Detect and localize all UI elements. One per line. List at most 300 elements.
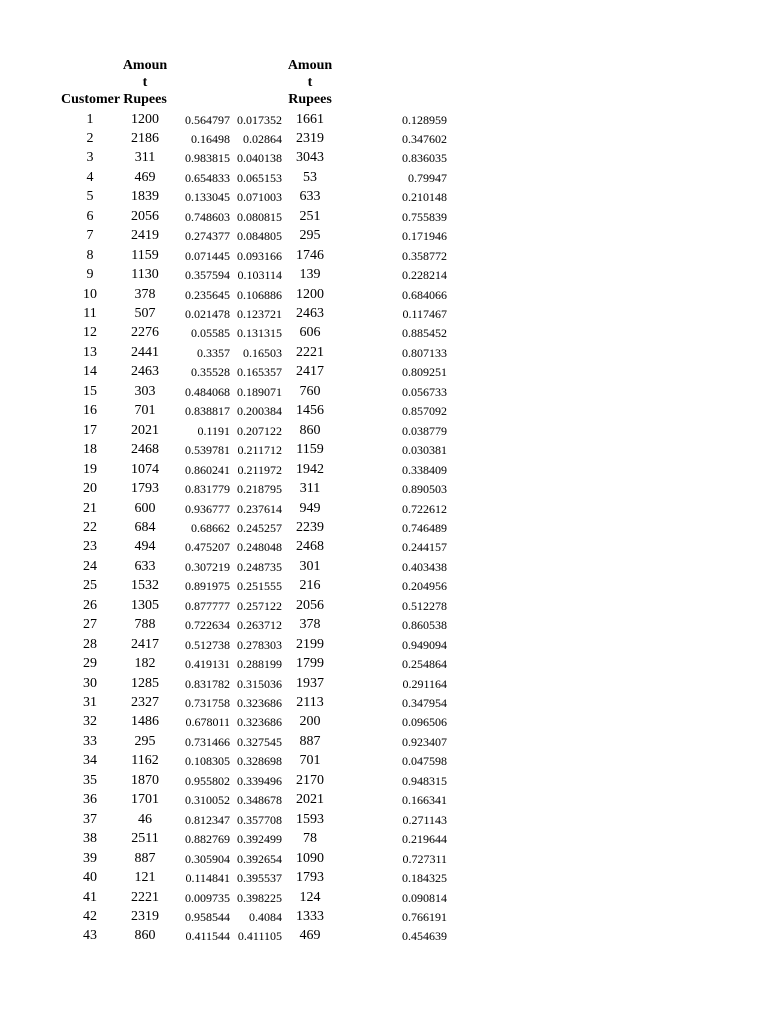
prob1-cell: 0.3357 <box>197 345 230 360</box>
prob2-cell: 0.348678 <box>237 793 282 808</box>
amount1-cell: 788 <box>134 617 156 633</box>
amount1-cell: 1159 <box>131 247 159 263</box>
amount2-cell: 295 <box>299 228 321 244</box>
prob2-cell: 0.218795 <box>237 482 282 497</box>
amount2-cell: 2113 <box>296 695 324 710</box>
amount2-cell: 760 <box>299 383 321 399</box>
prob2-cell: 0.315036 <box>237 676 282 691</box>
prob2-cell: 0.248048 <box>237 540 282 555</box>
prob1-cell: 0.831782 <box>185 676 230 691</box>
table-row <box>0 849 768 868</box>
prob3-cell: 0.228214 <box>402 268 447 283</box>
prob1-cell: 0.831779 <box>185 482 230 497</box>
amount1-cell: 1486 <box>131 714 159 730</box>
amount2-cell: 78 <box>303 831 317 847</box>
table-row <box>0 207 768 226</box>
table-row <box>0 285 768 304</box>
amount2-cell: 251 <box>299 208 321 224</box>
table-row <box>0 187 768 206</box>
prob2-cell: 0.106886 <box>237 287 282 302</box>
amount1-cell: 2221 <box>131 889 159 905</box>
prob3-cell: 0.722612 <box>402 501 447 516</box>
customer-id-cell: 28 <box>83 636 97 652</box>
customer-id-cell: 20 <box>83 481 97 497</box>
amount2-cell: 1159 <box>296 442 324 458</box>
amount1-cell: 2419 <box>131 228 159 244</box>
prob1-cell: 0.305904 <box>185 851 230 866</box>
prob2-cell: 0.093166 <box>237 248 282 263</box>
customer-id-cell: 3 <box>86 150 94 166</box>
amount2-cell: 606 <box>299 325 321 341</box>
prob1-cell: 0.484068 <box>185 384 230 399</box>
header-amount2-line1: Amoun <box>287 58 333 73</box>
prob3-cell: 0.171946 <box>402 229 447 244</box>
customer-id-cell: 15 <box>83 383 97 399</box>
table-row <box>0 926 768 945</box>
table-row <box>0 246 768 265</box>
table-row <box>0 635 768 654</box>
prob1-cell: 0.564797 <box>185 112 230 127</box>
amount1-cell: 1793 <box>131 481 159 497</box>
prob1-cell: 0.16498 <box>191 131 230 146</box>
prob3-cell: 0.358772 <box>402 248 447 263</box>
table-row <box>0 537 768 556</box>
prob2-cell: 0.103114 <box>237 268 282 283</box>
table-row <box>0 460 768 479</box>
prob2-cell: 0.017352 <box>237 112 282 127</box>
prob3-cell: 0.210148 <box>402 190 447 205</box>
table-row <box>0 732 768 751</box>
table-row <box>0 693 768 712</box>
amount1-cell: 600 <box>134 500 156 516</box>
amount2-cell: 200 <box>299 714 321 730</box>
amount2-cell: 2239 <box>296 519 324 535</box>
prob1-cell: 0.68662 <box>191 520 230 535</box>
amount2-cell: 3043 <box>296 150 324 166</box>
prob2-cell: 0.02864 <box>243 131 282 146</box>
prob2-cell: 0.288199 <box>237 657 282 672</box>
prob2-cell: 0.207122 <box>237 423 282 438</box>
prob1-cell: 0.357594 <box>185 268 230 283</box>
prob1-cell: 0.748603 <box>185 209 230 224</box>
amount2-cell: 1200 <box>296 286 324 302</box>
amount1-cell: 2511 <box>131 831 159 847</box>
prob2-cell: 0.263712 <box>237 618 282 633</box>
customer-id-cell: 30 <box>83 675 97 691</box>
prob2-cell: 0.339496 <box>237 773 282 788</box>
table-row <box>0 810 768 829</box>
amount1-cell: 182 <box>134 656 156 672</box>
prob3-cell: 0.291164 <box>402 676 447 691</box>
prob2-cell: 0.278303 <box>237 637 282 652</box>
prob2-cell: 0.328698 <box>237 754 282 769</box>
customer-id-cell: 22 <box>83 519 97 535</box>
customer-id-cell: 34 <box>83 753 97 769</box>
prob2-cell: 0.395537 <box>237 871 282 886</box>
customer-id-cell: 37 <box>83 811 97 827</box>
prob2-cell: 0.327545 <box>237 734 282 749</box>
amount2-cell: 1090 <box>296 850 324 866</box>
prob3-cell: 0.809251 <box>402 365 447 380</box>
amount1-cell: 121 <box>134 870 156 886</box>
table-row <box>0 421 768 440</box>
amount1-cell: 2468 <box>131 442 159 458</box>
amount2-cell: 216 <box>299 578 321 594</box>
customer-id-cell: 21 <box>83 500 97 516</box>
prob3-cell: 0.746489 <box>402 520 447 535</box>
prob2-cell: 0.211972 <box>237 462 282 477</box>
prob3-cell: 0.836035 <box>402 151 447 166</box>
table-row <box>0 226 768 245</box>
prob3-cell: 0.512278 <box>402 598 447 613</box>
prob3-cell: 0.403438 <box>402 559 447 574</box>
prob3-cell: 0.79947 <box>408 170 447 185</box>
table-row <box>0 712 768 731</box>
table-row <box>0 440 768 459</box>
prob1-cell: 0.812347 <box>185 812 230 827</box>
amount1-cell: 2186 <box>131 130 159 146</box>
prob2-cell: 0.398225 <box>237 890 282 905</box>
amount1-cell: 2417 <box>131 636 159 652</box>
prob3-cell: 0.184325 <box>402 871 447 886</box>
prob1-cell: 0.958544 <box>185 909 230 924</box>
prob1-cell: 0.539781 <box>185 443 230 458</box>
customer-id-cell: 29 <box>83 656 97 672</box>
prob1-cell: 0.411544 <box>185 929 230 944</box>
customer-id-cell: 18 <box>83 442 97 458</box>
prob1-cell: 0.133045 <box>185 190 230 205</box>
prob3-cell: 0.090814 <box>402 890 447 905</box>
prob1-cell: 0.678011 <box>185 715 230 730</box>
table-row <box>0 868 768 887</box>
amount2-cell: 860 <box>299 422 321 438</box>
customer-id-cell: 6 <box>86 208 94 224</box>
prob2-cell: 0.065153 <box>237 170 282 185</box>
customer-id-cell: 40 <box>83 870 97 886</box>
amount2-cell: 53 <box>303 169 317 185</box>
customer-id-cell: 16 <box>83 403 97 419</box>
prob2-cell: 0.040138 <box>237 151 282 166</box>
prob2-cell: 0.392499 <box>237 832 282 847</box>
table-row <box>0 674 768 693</box>
prob3-cell: 0.684066 <box>402 287 447 302</box>
amount2-cell: 1799 <box>296 656 324 672</box>
prob1-cell: 0.05585 <box>191 326 230 341</box>
prob3-cell: 0.807133 <box>402 345 447 360</box>
customer-id-cell: 25 <box>83 578 97 594</box>
amount1-cell: 860 <box>134 928 156 944</box>
customer-id-cell: 4 <box>86 169 94 185</box>
prob3-cell: 0.117467 <box>402 307 447 321</box>
prob1-cell: 0.838817 <box>185 404 230 419</box>
prob3-cell: 0.860538 <box>402 618 447 633</box>
amount2-cell: 1746 <box>296 247 324 263</box>
table-row <box>0 110 768 129</box>
customer-id-cell: 19 <box>83 461 97 477</box>
prob1-cell: 0.114841 <box>185 871 230 886</box>
prob1-cell: 0.891975 <box>185 579 230 594</box>
amount1-cell: 295 <box>134 733 156 749</box>
amount1-cell: 1074 <box>131 461 159 477</box>
prob2-cell: 0.323686 <box>237 715 282 730</box>
prob1-cell: 0.021478 <box>185 307 230 321</box>
prob1-cell: 0.235645 <box>185 287 230 302</box>
prob3-cell: 0.338409 <box>402 462 447 477</box>
prob3-cell: 0.766191 <box>402 909 447 924</box>
header-amount1-line2: t <box>142 75 148 90</box>
customer-id-cell: 10 <box>83 286 97 302</box>
prob3-cell: 0.166341 <box>402 793 447 808</box>
prob1-cell: 0.983815 <box>185 151 230 166</box>
prob2-cell: 0.237614 <box>237 501 282 516</box>
amount2-cell: 887 <box>299 733 321 749</box>
table-row <box>0 654 768 673</box>
table-row <box>0 771 768 790</box>
customer-id-cell: 26 <box>83 597 97 613</box>
amount2-cell: 1793 <box>296 870 324 886</box>
amount2-cell: 2417 <box>296 364 324 380</box>
amount2-cell: 1661 <box>296 111 324 127</box>
amount1-cell: 2276 <box>131 325 159 341</box>
header-customer: Customer <box>61 92 121 107</box>
prob1-cell: 0.512738 <box>185 637 230 652</box>
table-row <box>0 304 768 323</box>
amount2-cell: 378 <box>299 617 321 633</box>
prob3-cell: 0.254864 <box>402 657 447 672</box>
prob2-cell: 0.16503 <box>243 345 282 360</box>
prob3-cell: 0.890503 <box>402 482 447 497</box>
table-row <box>0 790 768 809</box>
prob1-cell: 0.877777 <box>185 598 230 613</box>
table-row <box>0 168 768 187</box>
customer-id-cell: 11 <box>83 306 97 321</box>
amount1-cell: 887 <box>134 850 156 866</box>
amount1-cell: 1305 <box>131 597 159 613</box>
customer-id-cell: 38 <box>83 831 97 847</box>
customer-id-cell: 24 <box>83 558 97 574</box>
customer-id-cell: 31 <box>83 695 97 710</box>
header-amount2-line3: Rupees <box>288 92 332 107</box>
amount1-cell: 2441 <box>131 344 159 360</box>
prob2-cell: 0.084805 <box>237 229 282 244</box>
amount2-cell: 2170 <box>296 772 324 788</box>
table-row <box>0 362 768 381</box>
prob1-cell: 0.419131 <box>185 657 230 672</box>
table-row <box>0 401 768 420</box>
customer-id-cell: 41 <box>83 889 97 905</box>
prob1-cell: 0.936777 <box>185 501 230 516</box>
prob2-cell: 0.251555 <box>237 579 282 594</box>
table-row <box>0 148 768 167</box>
amount1-cell: 46 <box>138 811 152 827</box>
prob1-cell: 0.731466 <box>185 734 230 749</box>
header-amount-rupees-1 <box>118 57 172 108</box>
customer-id-cell: 2 <box>86 130 94 146</box>
amount1-cell: 684 <box>134 519 156 535</box>
customer-id-cell: 35 <box>83 772 97 788</box>
customer-id-cell: 9 <box>86 267 94 283</box>
prob3-cell: 0.056733 <box>402 384 447 399</box>
table-row <box>0 499 768 518</box>
customer-id-cell: 13 <box>83 344 97 360</box>
prob3-cell: 0.128959 <box>402 112 447 127</box>
prob1-cell: 0.274377 <box>185 229 230 244</box>
customer-id-cell: 7 <box>86 228 94 244</box>
prob3-cell: 0.347954 <box>402 696 447 710</box>
table-row <box>0 518 768 537</box>
amount2-cell: 124 <box>299 889 321 905</box>
prob3-cell: 0.727311 <box>402 851 447 866</box>
prob1-cell: 0.310052 <box>185 793 230 808</box>
prob2-cell: 0.131315 <box>237 326 282 341</box>
amount2-cell: 469 <box>299 928 321 944</box>
amount1-cell: 1701 <box>131 792 159 808</box>
prob1-cell: 0.009735 <box>185 890 230 905</box>
amount2-cell: 701 <box>299 753 321 769</box>
header-amount-rupees-2 <box>283 57 337 108</box>
prob3-cell: 0.923407 <box>402 734 447 749</box>
table-row <box>0 596 768 615</box>
amount1-cell: 378 <box>134 286 156 302</box>
customer-id-cell: 14 <box>83 364 97 380</box>
amount1-cell: 2056 <box>131 208 159 224</box>
prob3-cell: 0.347602 <box>402 131 447 146</box>
prob2-cell: 0.323686 <box>237 696 282 710</box>
prob1-cell: 0.108305 <box>185 754 230 769</box>
prob3-cell: 0.948315 <box>402 773 447 788</box>
prob3-cell: 0.454639 <box>402 929 447 944</box>
header-amount1-line1: Amoun <box>122 58 168 73</box>
amount2-cell: 2056 <box>296 597 324 613</box>
customer-id-cell: 12 <box>83 325 97 341</box>
amount1-cell: 494 <box>134 539 156 555</box>
prob2-cell: 0.071003 <box>237 190 282 205</box>
prob3-cell: 0.047598 <box>402 754 447 769</box>
prob2-cell: 0.189071 <box>237 384 282 399</box>
prob1-cell: 0.882769 <box>185 832 230 847</box>
prob3-cell: 0.030381 <box>402 443 447 458</box>
customer-id-cell: 8 <box>86 247 94 263</box>
amount2-cell: 949 <box>299 500 321 516</box>
prob2-cell: 0.4084 <box>249 909 282 924</box>
amount1-cell: 701 <box>134 403 156 419</box>
header-amount2-line2: t <box>307 75 313 90</box>
amount2-cell: 1942 <box>296 461 324 477</box>
prob2-cell: 0.211712 <box>237 443 282 458</box>
amount2-cell: 1456 <box>296 403 324 419</box>
amount2-cell: 1333 <box>296 908 324 924</box>
customer-id-cell: 42 <box>83 908 97 924</box>
table-row <box>0 129 768 148</box>
amount1-cell: 1200 <box>131 111 159 127</box>
amount2-cell: 311 <box>299 481 321 497</box>
customer-id-cell: 36 <box>83 792 97 808</box>
amount2-cell: 2319 <box>296 130 324 146</box>
prob2-cell: 0.392654 <box>237 851 282 866</box>
table-row <box>0 888 768 907</box>
amount1-cell: 507 <box>134 306 156 321</box>
amount1-cell: 2319 <box>131 908 159 924</box>
table-row <box>0 615 768 634</box>
table-row <box>0 382 768 401</box>
table-row <box>0 751 768 770</box>
customer-id-cell: 43 <box>83 928 97 944</box>
amount1-cell: 2327 <box>131 695 159 710</box>
prob2-cell: 0.248735 <box>237 559 282 574</box>
amount1-cell: 1839 <box>131 189 159 205</box>
prob3-cell: 0.755839 <box>402 209 447 224</box>
amount1-cell: 633 <box>134 558 156 574</box>
amount1-cell: 1285 <box>131 675 159 691</box>
table-row <box>0 907 768 926</box>
table-row <box>0 265 768 284</box>
prob1-cell: 0.731758 <box>185 696 230 710</box>
amount2-cell: 1593 <box>296 811 324 827</box>
prob2-cell: 0.165357 <box>237 365 282 380</box>
prob2-cell: 0.357708 <box>237 812 282 827</box>
prob2-cell: 0.245257 <box>237 520 282 535</box>
amount2-cell: 2463 <box>296 306 324 321</box>
customer-id-cell: 32 <box>83 714 97 730</box>
table-row <box>0 343 768 362</box>
prob2-cell: 0.080815 <box>237 209 282 224</box>
customer-id-cell: 5 <box>86 189 94 205</box>
prob3-cell: 0.096506 <box>402 715 447 730</box>
amount1-cell: 1870 <box>131 772 159 788</box>
prob3-cell: 0.204956 <box>402 579 447 594</box>
prob1-cell: 0.722634 <box>185 618 230 633</box>
customer-id-cell: 17 <box>83 422 97 438</box>
prob3-cell: 0.244157 <box>402 540 447 555</box>
amount2-cell: 2468 <box>296 539 324 555</box>
customer-id-cell: 1 <box>86 111 94 127</box>
amount1-cell: 311 <box>134 150 156 166</box>
customer-id-cell: 27 <box>83 617 97 633</box>
prob1-cell: 0.35528 <box>191 365 230 380</box>
table-row <box>0 576 768 595</box>
amount1-cell: 303 <box>134 383 156 399</box>
prob3-cell: 0.857092 <box>402 404 447 419</box>
prob2-cell: 0.257122 <box>237 598 282 613</box>
customer-id-cell: 23 <box>83 539 97 555</box>
prob2-cell: 0.123721 <box>237 307 282 321</box>
amount2-cell: 2199 <box>296 636 324 652</box>
amount1-cell: 469 <box>134 169 156 185</box>
amount2-cell: 2221 <box>296 344 324 360</box>
amount2-cell: 633 <box>299 189 321 205</box>
customer-id-cell: 39 <box>83 850 97 866</box>
prob1-cell: 0.307219 <box>185 559 230 574</box>
prob1-cell: 0.1191 <box>197 423 230 438</box>
prob3-cell: 0.038779 <box>402 423 447 438</box>
customer-id-cell: 33 <box>83 733 97 749</box>
prob1-cell: 0.955802 <box>185 773 230 788</box>
table-row <box>0 557 768 576</box>
table-row <box>0 323 768 342</box>
amount1-cell: 1162 <box>131 753 159 769</box>
prob1-cell: 0.475207 <box>185 540 230 555</box>
amount2-cell: 139 <box>299 267 321 283</box>
prob1-cell: 0.860241 <box>185 462 230 477</box>
amount1-cell: 2463 <box>131 364 159 380</box>
prob3-cell: 0.885452 <box>402 326 447 341</box>
prob1-cell: 0.654833 <box>185 170 230 185</box>
amount1-cell: 2021 <box>131 422 159 438</box>
prob2-cell: 0.411105 <box>237 929 282 944</box>
amount2-cell: 1937 <box>296 675 324 691</box>
prob3-cell: 0.271143 <box>402 812 447 827</box>
header-amount1-line3: Rupees <box>123 92 167 107</box>
